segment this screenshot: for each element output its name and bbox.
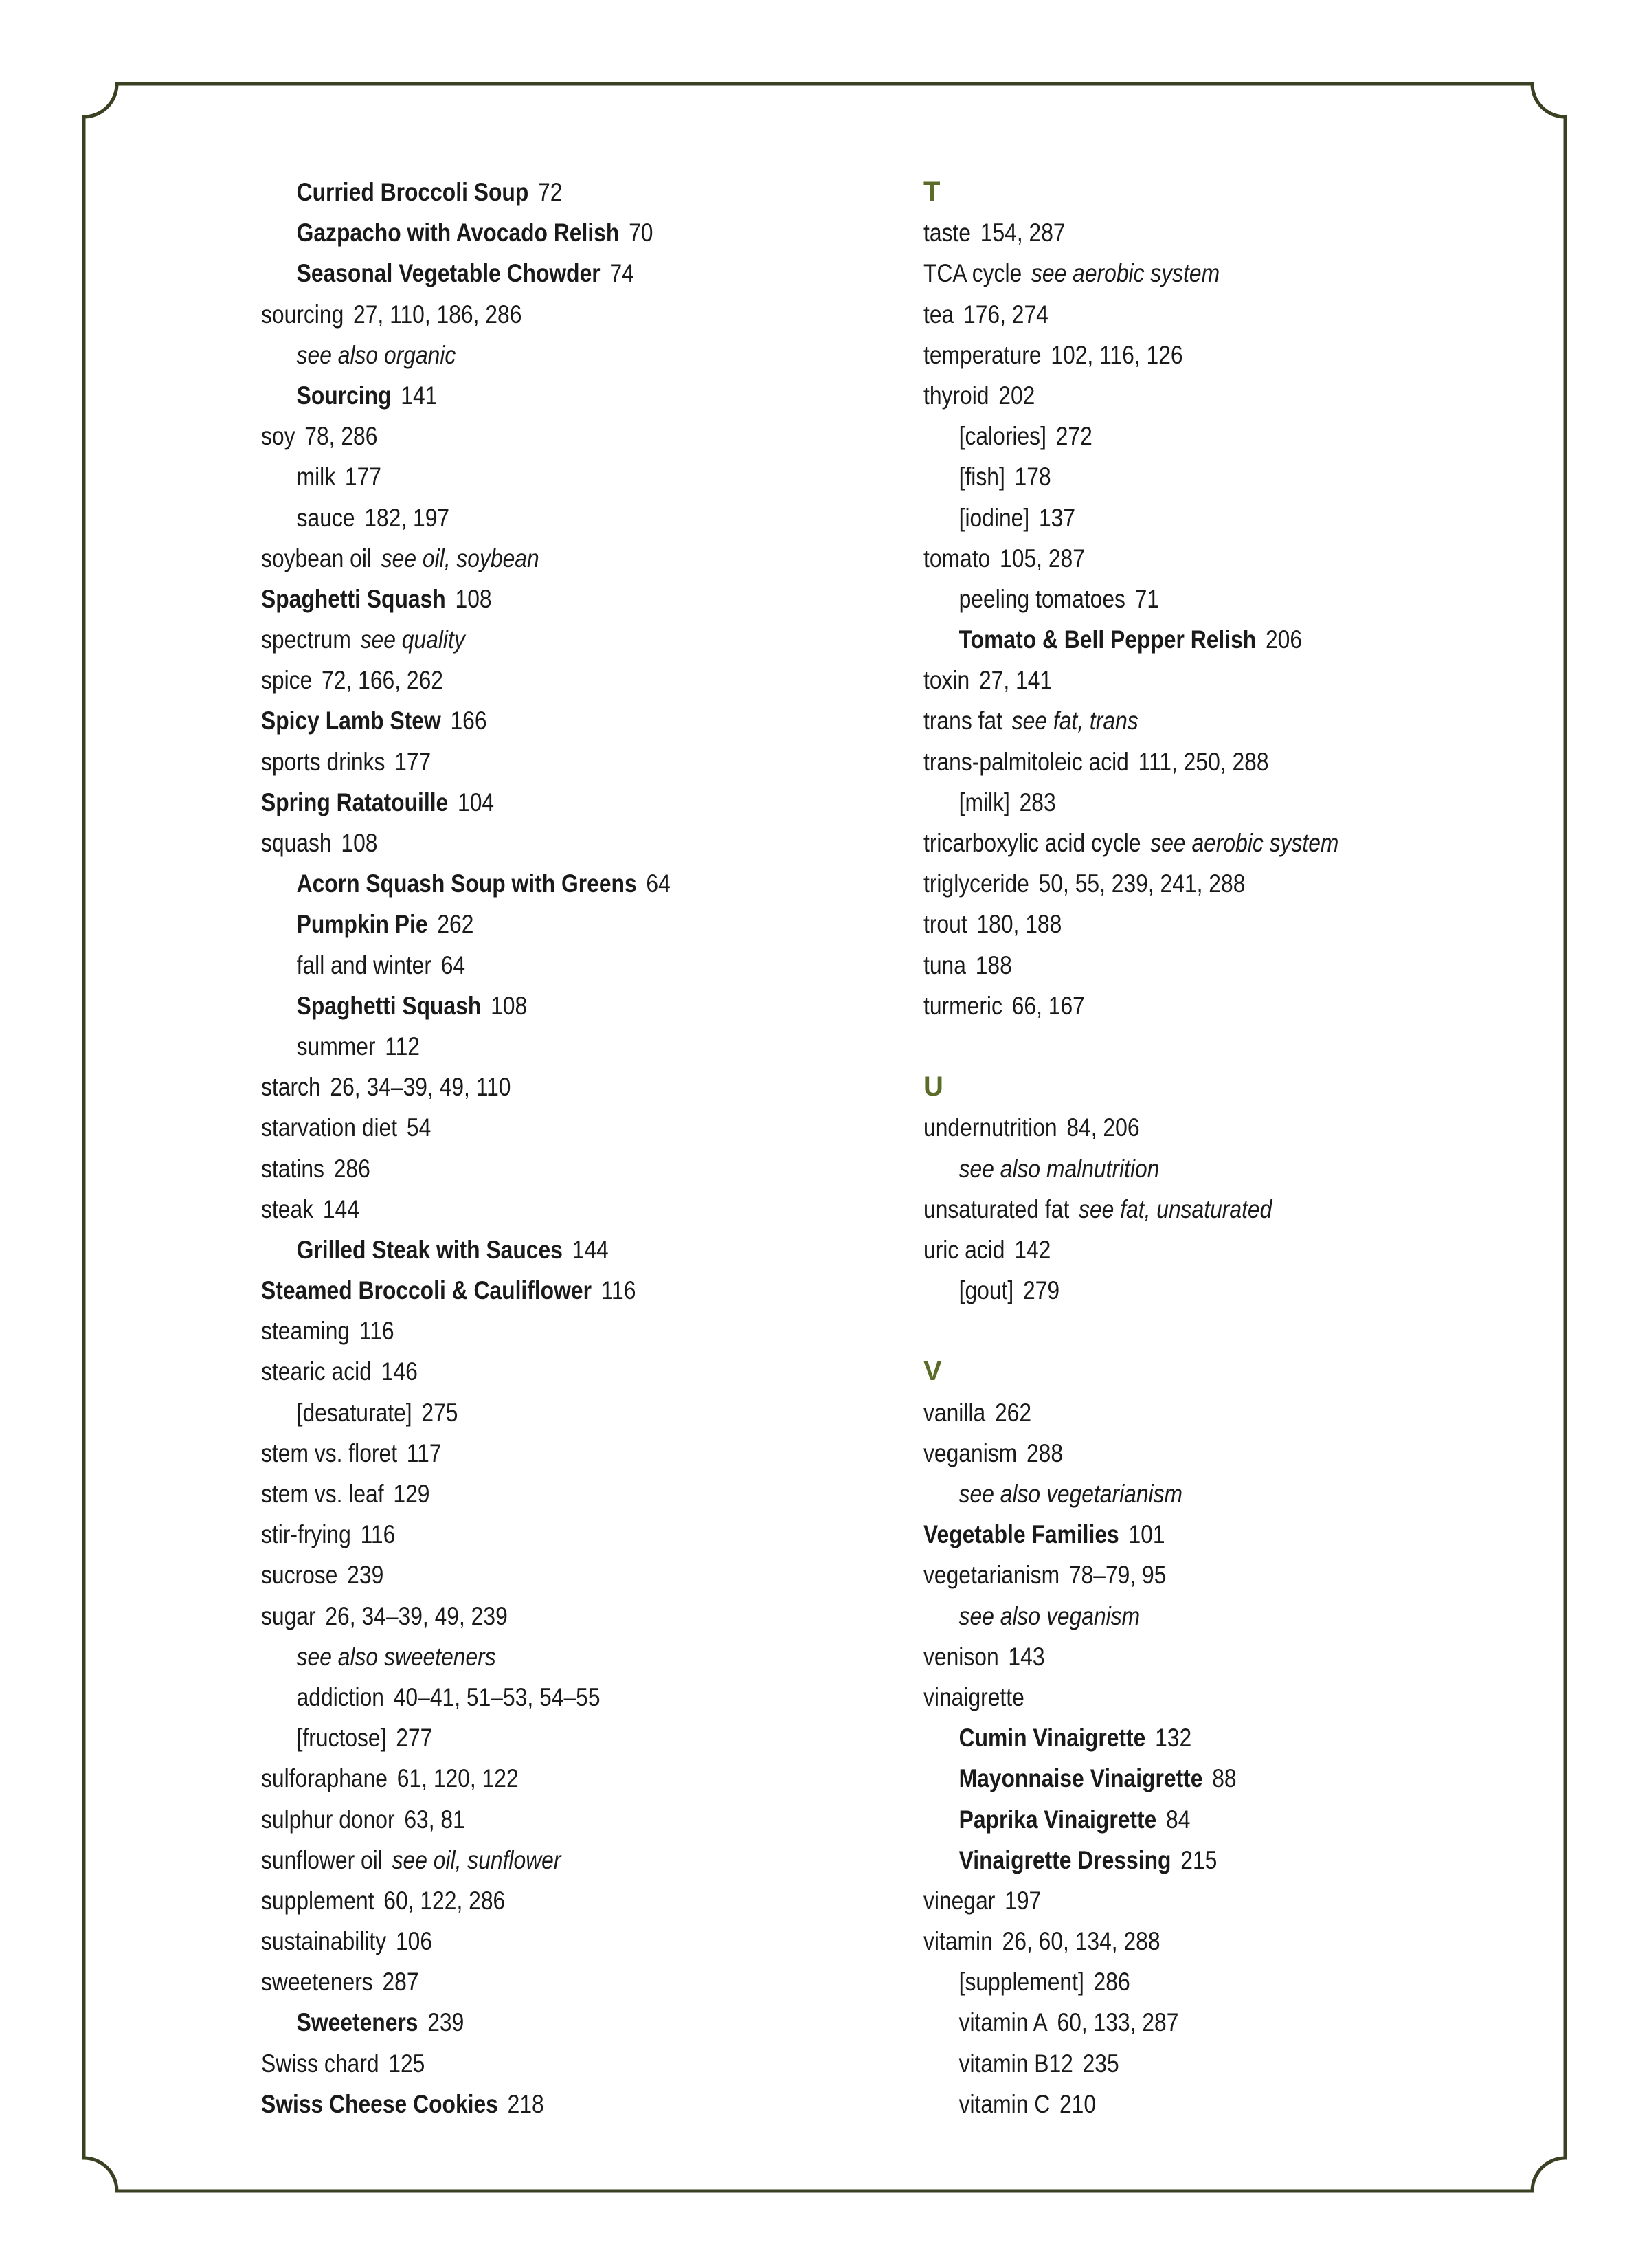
entry-page-numbers: 71 (1134, 584, 1160, 613)
entry-term: temperature (923, 340, 1042, 369)
entry-page-numbers: 112 (385, 1032, 420, 1060)
index-subentry (261, 1717, 793, 1758)
index-entry (261, 1433, 793, 1474)
index-entry (923, 986, 1455, 1026)
entry-page-numbers: 286 (333, 1154, 370, 1183)
index-subentry (923, 619, 1455, 660)
entry-page-numbers: 74 (609, 259, 634, 288)
entry-page-numbers: 60, 133, 287 (1057, 2008, 1179, 2037)
index-column-left (261, 172, 879, 2124)
entry-page-numbers: 116 (359, 1317, 394, 1346)
entry-term: [iodine] (958, 503, 1030, 532)
entry-page-numbers: 262 (437, 910, 474, 939)
entry-term: sweeteners (261, 1968, 373, 1997)
entry-term: vanilla (923, 1398, 986, 1427)
entry-term: see also organic (296, 340, 456, 369)
entry-term: TCA cycle (923, 259, 1022, 288)
entry-term: Grilled Steak with Sauces (296, 1235, 563, 1264)
index-entry (923, 1880, 1455, 1921)
entry-term: see also veganism (958, 1601, 1141, 1630)
index-entry (261, 700, 793, 741)
entry-term: sourcing (261, 300, 344, 329)
entry-term: addiction (296, 1682, 384, 1711)
entry-page-numbers: 61, 120, 122 (396, 1764, 519, 1793)
index-subentry (923, 1961, 1455, 2002)
entry-page-numbers: 177 (394, 747, 431, 776)
index-entry (261, 1067, 793, 1107)
entry-term: [fructose] (296, 1724, 387, 1753)
entry-page-numbers: 235 (1082, 2049, 1119, 2078)
entry-term: venison (923, 1642, 999, 1671)
entry-term: sustainability (261, 1927, 387, 1956)
index-subentry (923, 1474, 1455, 1514)
entry-term: Spaghetti Squash (261, 584, 446, 613)
index-entry (261, 1555, 793, 1595)
entry-page-numbers: 178 (1014, 463, 1051, 491)
entry-cross-reference: see oil, sunflower (392, 1845, 561, 1874)
entry-term: tuna (923, 950, 966, 979)
entry-page-numbers: 84, 206 (1066, 1113, 1140, 1142)
index-entry (923, 335, 1455, 375)
entry-page-numbers: 218 (507, 2089, 544, 2118)
index-entry (923, 1921, 1455, 1961)
entry-term: Swiss chard (261, 2049, 379, 2078)
entry-term: tricarboxylic acid cycle (923, 829, 1141, 857)
entry-term: sulphur donor (261, 1805, 395, 1834)
entry-term: Sweeteners (296, 2008, 418, 2037)
entry-page-numbers: 210 (1059, 2089, 1097, 2118)
entry-page-numbers: 104 (458, 788, 495, 816)
index-entry (261, 1961, 793, 2002)
entry-term: toxin (923, 666, 970, 695)
entry-term: Mayonnaise Vinaigrette (958, 1764, 1203, 1793)
entry-term: [calories] (958, 422, 1046, 451)
index-entry (261, 1514, 793, 1555)
entry-term: steaming (261, 1317, 350, 1346)
index-subentry (261, 1677, 793, 1717)
index-subentry (261, 1636, 793, 1677)
entry-page-numbers: 111, 250, 288 (1138, 747, 1269, 776)
entry-page-numbers: 287 (382, 1968, 419, 1997)
index-subentry (261, 456, 793, 497)
index-entry (261, 1474, 793, 1514)
index-entry (923, 660, 1455, 700)
entry-term: [milk] (958, 788, 1010, 816)
entry-page-numbers: 239 (347, 1561, 384, 1590)
entry-term: see also malnutrition (958, 1154, 1160, 1183)
entry-page-numbers: 70 (629, 219, 653, 247)
entry-page-numbers: 26, 34–39, 49, 239 (325, 1601, 508, 1630)
index-entry (261, 294, 793, 335)
index-subentry (261, 212, 793, 253)
index-subentry (923, 782, 1455, 823)
index-entry (923, 945, 1455, 986)
index-subentry (261, 172, 793, 212)
entry-term: supplement (261, 1886, 374, 1915)
index-entry (923, 1230, 1455, 1270)
entry-term: taste (923, 219, 971, 247)
index-entry (261, 1880, 793, 1921)
entry-term: milk (296, 463, 336, 491)
index-subentry (923, 416, 1455, 456)
index-subentry (261, 1392, 793, 1433)
entry-term: spice (261, 666, 313, 695)
index-subentry (923, 579, 1455, 619)
index-entry (923, 1433, 1455, 1474)
index-subentry (923, 1717, 1455, 1758)
entry-term: Gazpacho with Avocado Relish (296, 219, 620, 247)
index-entry (923, 863, 1455, 904)
entry-page-numbers: 137 (1038, 503, 1076, 532)
index-entry (261, 1596, 793, 1636)
index-entry (261, 1799, 793, 1840)
entry-page-numbers: 72 (538, 178, 563, 206)
entry-page-numbers: 176, 274 (963, 300, 1048, 329)
index-entry (261, 619, 793, 660)
entry-term: sports drinks (261, 747, 385, 776)
index-subentry (923, 1270, 1455, 1311)
index-entry (261, 2084, 793, 2124)
entry-term: vitamin A (958, 2008, 1048, 2037)
entry-page-numbers: 215 (1180, 1845, 1218, 1874)
entry-page-numbers: 154, 287 (980, 219, 1066, 247)
index-entry (923, 1107, 1455, 1148)
entry-term: unsaturated fat (923, 1194, 1070, 1223)
entry-term: Spaghetti Squash (296, 991, 482, 1020)
entry-term: squash (261, 829, 332, 857)
entry-page-numbers: 40–41, 51–53, 54–55 (393, 1682, 601, 1711)
index-entry (261, 660, 793, 700)
entry-term: Steamed Broccoli & Cauliflower (261, 1276, 592, 1305)
section-letter-heading: U (923, 1071, 943, 1102)
entry-term: spectrum (261, 625, 351, 654)
entry-term: undernutrition (923, 1113, 1057, 1142)
entry-page-numbers: 26, 34–39, 49, 110 (330, 1073, 511, 1102)
entry-cross-reference: see aerobic system (1031, 259, 1220, 288)
entry-term: statins (261, 1154, 324, 1183)
entry-term: Spicy Lamb Stew (261, 707, 441, 735)
entry-page-numbers: 60, 122, 286 (383, 1886, 506, 1915)
index-column-right (923, 172, 1542, 2124)
index-subentry (923, 1799, 1455, 1840)
entry-term: stir-frying (261, 1520, 351, 1549)
entry-term: tomato (923, 544, 991, 572)
entry-term: Pumpkin Pie (296, 910, 428, 939)
entry-term: Cumin Vinaigrette (958, 1724, 1146, 1753)
entry-page-numbers: 72, 166, 262 (322, 666, 444, 695)
entry-term: turmeric (923, 991, 1002, 1020)
index-entry (261, 823, 793, 863)
index-subentry (261, 945, 793, 986)
index-subentry (261, 986, 793, 1026)
entry-page-numbers: 262 (994, 1398, 1032, 1427)
index-entry (923, 742, 1455, 782)
entry-term: Acorn Squash Soup with Greens (296, 869, 637, 898)
entry-term: Paprika Vinaigrette (958, 1805, 1157, 1834)
index-entry (923, 253, 1455, 293)
entry-term: [supplement] (958, 1968, 1084, 1997)
index-entry (923, 823, 1455, 863)
entry-term: soybean oil (261, 544, 372, 572)
entry-page-numbers: 180, 188 (976, 910, 1062, 939)
entry-term: [gout] (958, 1276, 1014, 1305)
index-entry (261, 1351, 793, 1392)
index-entry (261, 538, 793, 579)
entry-page-numbers: 166 (450, 707, 487, 735)
entry-page-numbers: 117 (406, 1438, 442, 1467)
entry-page-numbers: 64 (646, 869, 671, 898)
entry-cross-reference: see aerobic system (1150, 829, 1339, 857)
entry-page-numbers: 116 (601, 1276, 636, 1305)
index-entry (261, 1840, 793, 1880)
entry-term: trans-palmitoleic acid (923, 747, 1129, 776)
entry-page-numbers: 288 (1026, 1438, 1064, 1467)
entry-term: [desaturate] (296, 1398, 412, 1427)
index-entry (923, 1677, 1455, 1717)
entry-term: starvation diet (261, 1113, 398, 1142)
index-subentry (261, 1026, 793, 1067)
section-letter-heading: T (923, 177, 941, 207)
entry-term: vinegar (923, 1886, 996, 1915)
index-subentry (923, 2002, 1455, 2043)
entry-term: sugar (261, 1601, 316, 1630)
entry-term: sulforaphane (261, 1764, 388, 1793)
entry-page-numbers: 239 (427, 2008, 464, 2037)
entry-page-numbers: 84 (1166, 1805, 1191, 1834)
entry-page-numbers: 108 (491, 991, 528, 1020)
index-entry (923, 1189, 1455, 1230)
entry-term: stem vs. floret (261, 1438, 398, 1467)
entry-page-numbers: 102, 116, 126 (1051, 340, 1183, 369)
index-entry (261, 1148, 793, 1189)
entry-term: Tomato & Bell Pepper Relish (958, 625, 1257, 654)
entry-term: Spring Ratatouille (261, 788, 449, 816)
entry-page-numbers: 78, 286 (304, 422, 378, 451)
entry-term: uric acid (923, 1235, 1005, 1264)
entry-page-numbers: 108 (455, 584, 492, 613)
index-entry (261, 1107, 793, 1148)
entry-term: stearic acid (261, 1357, 372, 1386)
index-subentry (923, 1148, 1455, 1189)
index-subentry (923, 1758, 1455, 1799)
entry-term: starch (261, 1073, 321, 1102)
section-letter-heading: V (923, 1356, 942, 1387)
index-entry (261, 1311, 793, 1351)
index-entry (923, 700, 1455, 741)
index-subentry (923, 1840, 1455, 1880)
entry-term: Seasonal Vegetable Chowder (296, 259, 601, 288)
index-subentry (923, 456, 1455, 497)
entry-term: stem vs. leaf (261, 1480, 384, 1508)
entry-page-numbers: 143 (1008, 1642, 1045, 1671)
entry-page-numbers: 108 (341, 829, 378, 857)
index-subentry (923, 2084, 1455, 2124)
index-entry (923, 1636, 1455, 1677)
entry-page-numbers: 50, 55, 239, 241, 288 (1038, 869, 1246, 898)
entry-page-numbers: 27, 110, 186, 286 (353, 300, 522, 329)
entry-page-numbers: 182, 197 (364, 503, 450, 532)
entry-term: Curried Broccoli Soup (296, 178, 529, 206)
entry-page-numbers: 64 (440, 950, 466, 979)
entry-term: sunflower oil (261, 1845, 383, 1874)
entry-page-numbers: 146 (381, 1357, 418, 1386)
index-subentry (261, 2002, 793, 2043)
entry-term: thyroid (923, 381, 989, 410)
entry-page-numbers: 286 (1093, 1968, 1130, 1997)
entry-page-numbers: 177 (344, 463, 382, 491)
section-gap (923, 1026, 1542, 1067)
entry-page-numbers: 202 (998, 381, 1035, 410)
entry-page-numbers: 144 (572, 1235, 609, 1264)
entry-page-numbers: 101 (1128, 1520, 1165, 1549)
entry-term: trans fat (923, 707, 1002, 735)
entry-term: see also vegetarianism (958, 1480, 1183, 1508)
entry-term: vitamin B12 (958, 2049, 1073, 2078)
index-entry (261, 579, 793, 619)
entry-term: vitamin (923, 1927, 993, 1956)
index-subentry (261, 1230, 793, 1270)
entry-cross-reference: see fat, unsaturated (1079, 1194, 1272, 1223)
index-subentry (261, 375, 793, 416)
entry-page-numbers: 66, 167 (1011, 991, 1085, 1020)
entry-term: trout (923, 910, 967, 939)
entry-term: steak (261, 1194, 314, 1223)
index-entry (923, 1514, 1455, 1555)
entry-page-numbers: 188 (975, 950, 1012, 979)
index-entry (261, 2043, 793, 2084)
entry-page-numbers: 279 (1022, 1276, 1060, 1305)
entry-page-numbers: 63, 81 (404, 1805, 465, 1834)
index-subentry (923, 2043, 1455, 2084)
entry-term: veganism (923, 1438, 1018, 1467)
entry-cross-reference: see fat, trans (1011, 707, 1138, 735)
entry-term: [fish] (958, 463, 1005, 491)
index-entry (261, 782, 793, 823)
entry-page-numbers: 27, 141 (978, 666, 1053, 695)
entry-term: Vinaigrette Dressing (958, 1845, 1171, 1874)
entry-page-numbers: 54 (406, 1113, 431, 1142)
entry-cross-reference: see oil, soybean (381, 544, 539, 572)
entry-term: soy (261, 422, 295, 451)
entry-page-numbers: 283 (1019, 788, 1056, 816)
entry-page-numbers: 206 (1265, 625, 1303, 654)
index-entry (261, 1921, 793, 1961)
index-entry (261, 1758, 793, 1799)
entry-term: Swiss Cheese Cookies (261, 2089, 498, 2118)
index-entry (261, 1270, 793, 1311)
index-entry (923, 375, 1455, 416)
entry-page-numbers: 116 (360, 1520, 396, 1549)
entry-term: see also sweeteners (296, 1642, 496, 1671)
section-gap (923, 1311, 1542, 1351)
index-entry (923, 904, 1455, 944)
entry-term: sauce (296, 503, 355, 532)
entry-term: vegetarianism (923, 1561, 1060, 1590)
entry-page-numbers: 132 (1155, 1724, 1192, 1753)
entry-page-numbers: 277 (396, 1724, 433, 1753)
index-entry (923, 1392, 1455, 1433)
index-subentry (261, 498, 793, 538)
entry-term: summer (296, 1032, 376, 1060)
index-entry (261, 416, 793, 456)
entry-term: vinaigrette (923, 1682, 1024, 1711)
entry-page-numbers: 142 (1014, 1235, 1051, 1264)
index-entry (923, 1555, 1455, 1595)
entry-term: Vegetable Families (923, 1520, 1119, 1549)
entry-page-numbers: 125 (388, 2049, 425, 2078)
index-subentry (261, 904, 793, 944)
entry-term: triglyceride (923, 869, 1029, 898)
entry-page-numbers: 105, 287 (1000, 544, 1085, 572)
entry-term: Sourcing (296, 381, 392, 410)
index-entry (261, 1189, 793, 1230)
entry-cross-reference: see quality (360, 625, 465, 654)
entry-term: peeling tomatoes (958, 584, 1125, 613)
index-entry (923, 212, 1455, 253)
entry-term: vitamin C (958, 2089, 1051, 2118)
entry-term: tea (923, 300, 954, 329)
index-subentry (261, 863, 793, 904)
entry-page-numbers: 272 (1055, 422, 1092, 451)
index-subentry (923, 498, 1455, 538)
entry-page-numbers: 106 (395, 1927, 433, 1956)
index-subentry (261, 335, 793, 375)
entry-term: fall and winter (296, 950, 431, 979)
index-entry (261, 742, 793, 782)
entry-page-numbers: 129 (393, 1480, 430, 1508)
entry-page-numbers: 144 (322, 1194, 359, 1223)
index-subentry (923, 1596, 1455, 1636)
index-entry (923, 294, 1455, 335)
entry-page-numbers: 26, 60, 134, 288 (1002, 1927, 1160, 1956)
entry-term: sucrose (261, 1561, 338, 1590)
entry-page-numbers: 88 (1212, 1764, 1237, 1793)
entry-page-numbers: 197 (1005, 1886, 1042, 1915)
entry-page-numbers: 141 (401, 381, 438, 410)
index-subentry (261, 253, 793, 293)
entry-page-numbers: 275 (421, 1398, 458, 1427)
entry-page-numbers: 78–79, 95 (1068, 1561, 1167, 1590)
index-entry (923, 538, 1455, 579)
